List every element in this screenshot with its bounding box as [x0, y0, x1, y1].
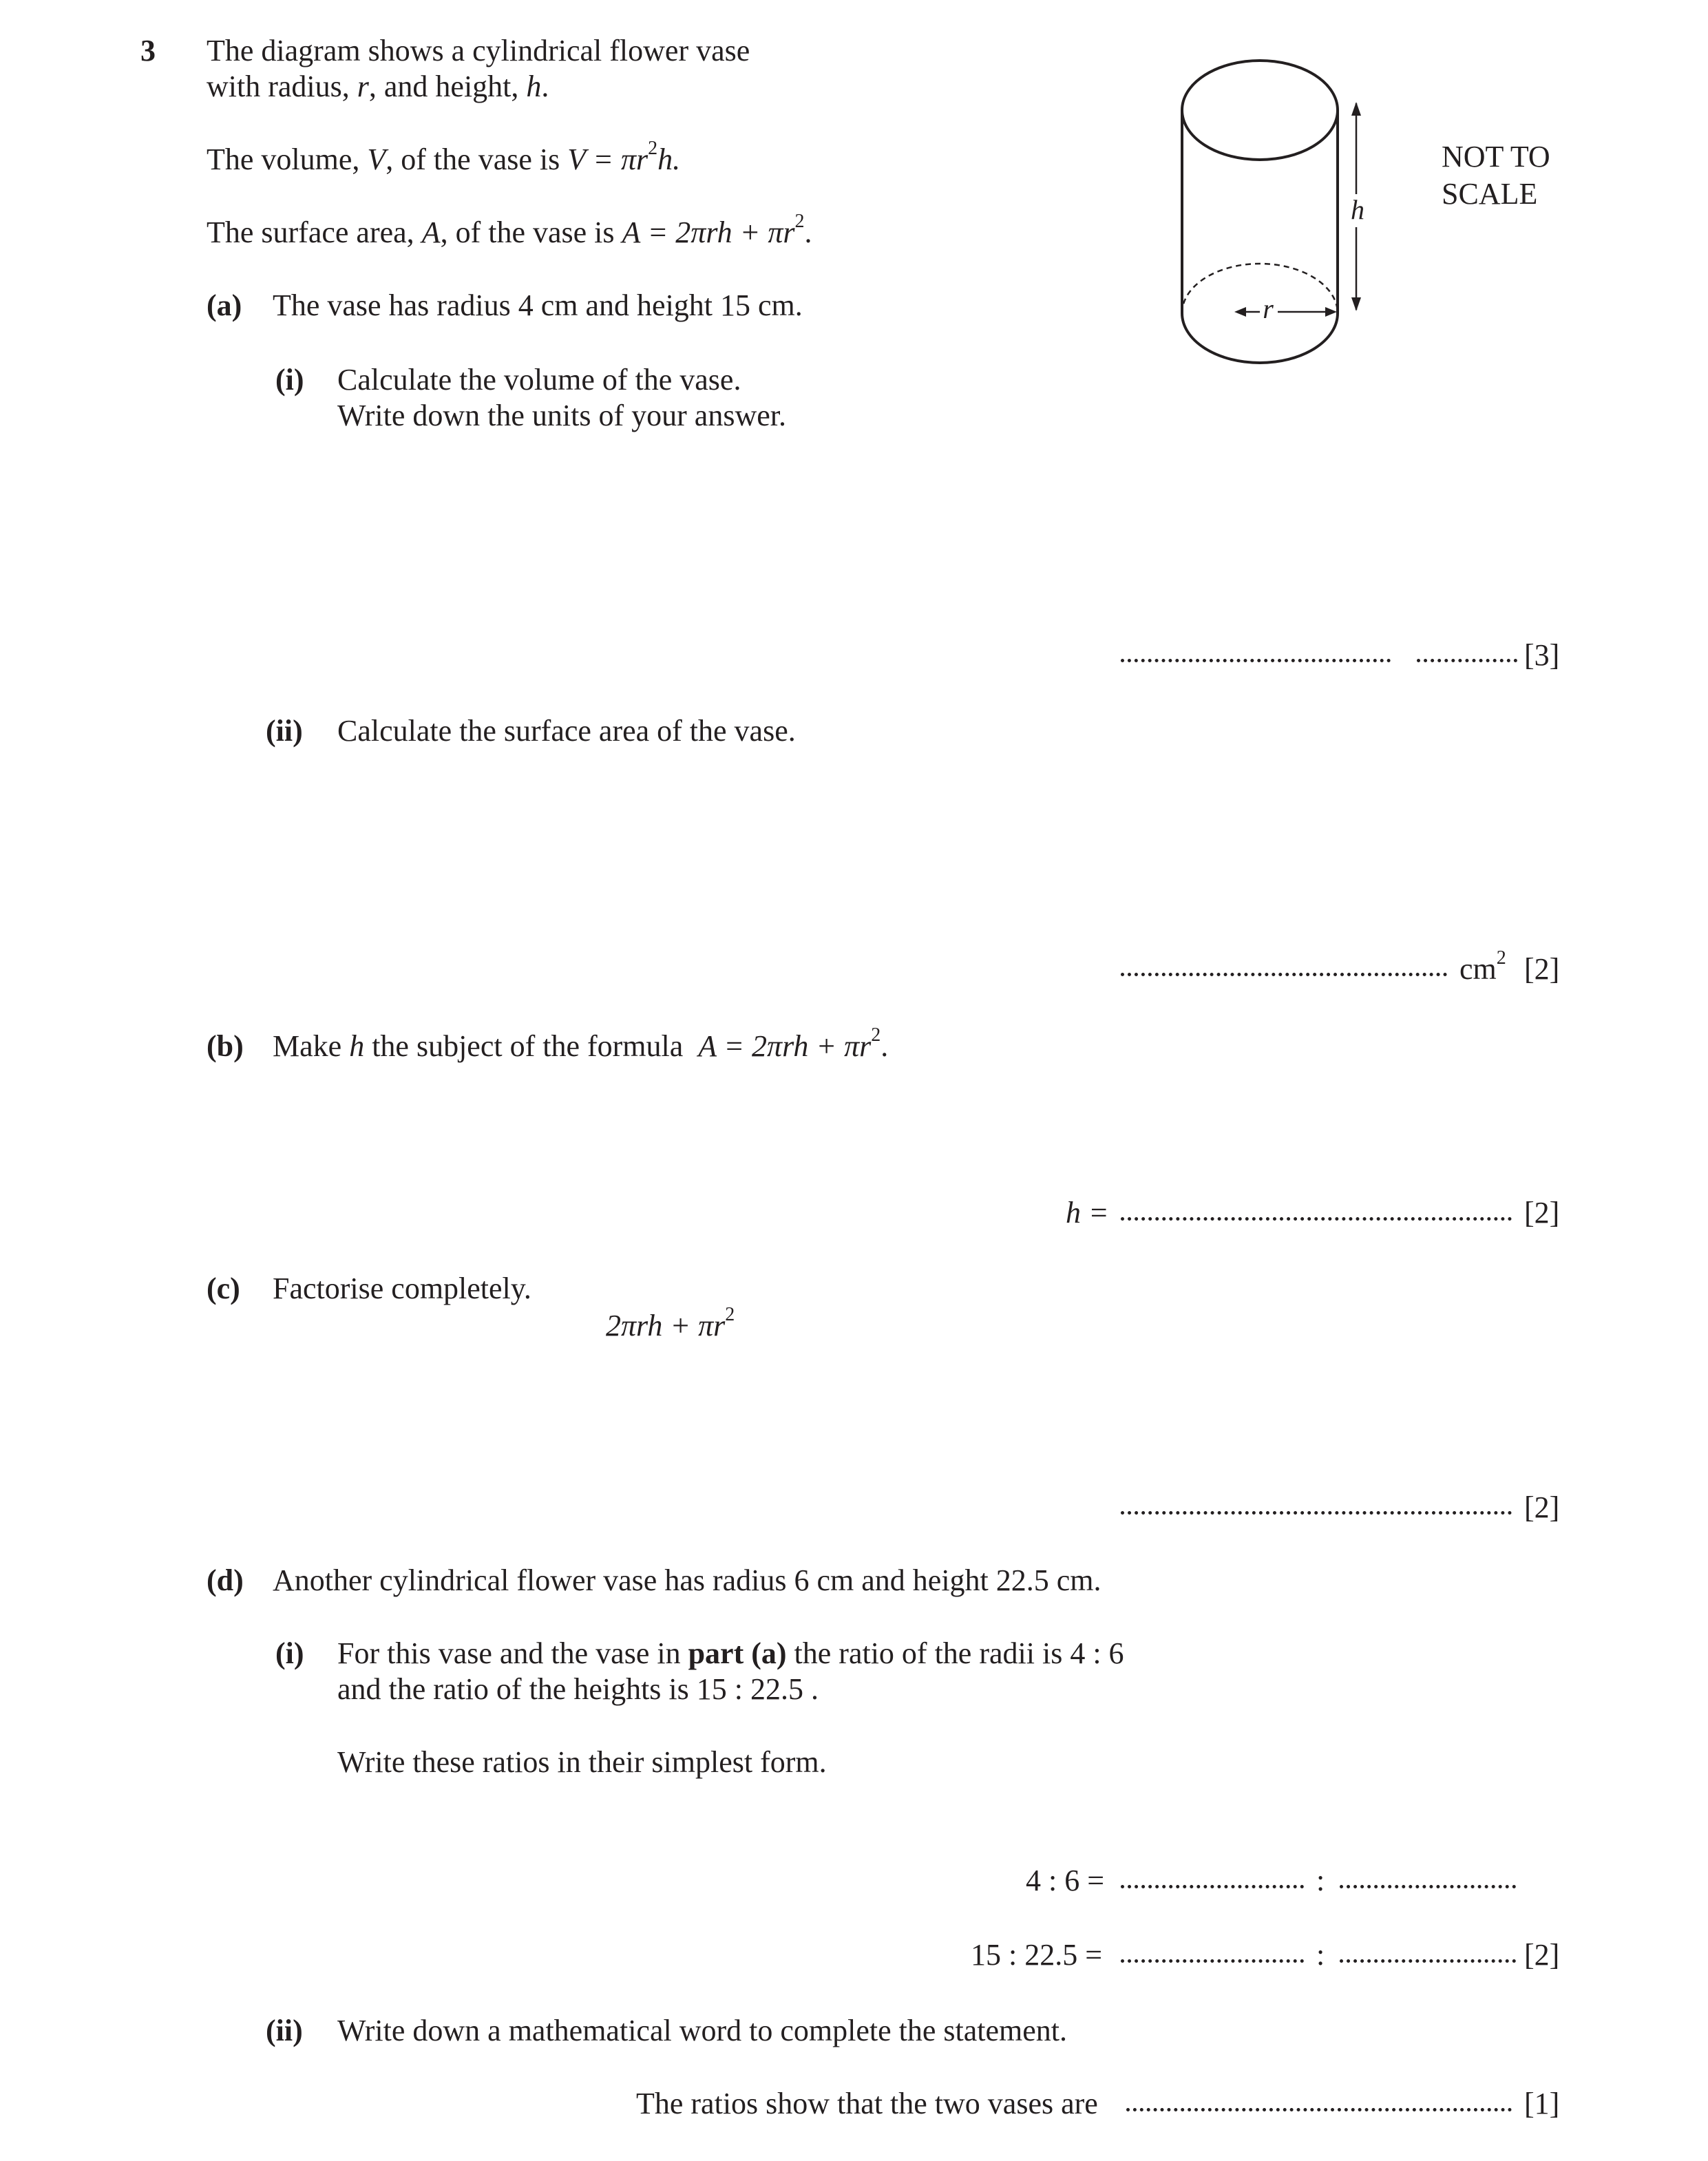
part-c-label: (c): [207, 1272, 240, 1305]
part-d-i-label: (i): [275, 1636, 304, 1670]
marks-d-ii: [1]: [1524, 2087, 1560, 2120]
part-a-ii-label: (ii): [266, 714, 303, 748]
answer-line-ratio-2-right[interactable]: [1340, 1959, 1516, 1963]
part-a-label: (a): [207, 288, 242, 322]
answer-line-ratio-1-right[interactable]: [1340, 1885, 1516, 1888]
part-d-ii-statement: The ratios show that the two vases are: [636, 2087, 1098, 2120]
answer-line-c[interactable]: [1121, 1511, 1512, 1515]
height-arrowhead-top: [1351, 102, 1361, 116]
part-b-text: Make h the subject of the formula $A = 2\pi rh + \pi r^2$.: [273, 1024, 889, 1063]
height-arrowhead-bottom: [1351, 297, 1361, 311]
part-b-formula: A = 2πrh + πr: [698, 1029, 872, 1063]
part-d-text: Another cylindrical flower vase has radius 6 cm and height 22.5 cm.: [273, 1563, 1101, 1597]
area-statement: The surface area, A, of the vase is $A = 2\pi rh + \pi r^2$.: [207, 211, 812, 249]
intro-line-1: The diagram shows a cylindrical flower vase: [207, 34, 750, 67]
intro-line-2: with radius, r, and height, h.: [207, 70, 549, 103]
cylinder-top-ellipse: [1182, 61, 1338, 160]
part-d-i-line-2: and the ratio of the heights is 15 : 22.5 .: [337, 1672, 819, 1706]
part-d-ii-label: (ii): [266, 2014, 303, 2047]
cylinder-bottom-back-dashed: [1182, 264, 1338, 313]
ratio-2-prefix: 15 : 22.5 =: [971, 1938, 1103, 1972]
ratio-1-colon: :: [1316, 1864, 1325, 1897]
volume-statement: The volume, V, of the vase is $V = \pi r^2h$.: [207, 138, 681, 176]
part-a-i-label: (i): [275, 363, 304, 397]
height-label: h: [1351, 194, 1364, 225]
answer-line-a-i-value[interactable]: [1121, 659, 1391, 662]
part-d-i-line-1: For this vase and the vase in part (a) the ratio of the radii is 4 : 6: [337, 1636, 1124, 1670]
part-a-i-line-2: Write down the units of your answer.: [337, 399, 786, 432]
marks-a-i: [3]: [1524, 638, 1560, 672]
question-number: 3: [140, 34, 156, 67]
radius-arrowhead-left: [1234, 307, 1246, 317]
volume-formula: V = πr: [567, 143, 649, 176]
answer-line-a-i-units[interactable]: [1417, 659, 1517, 662]
part-d-label: (d): [207, 1563, 244, 1597]
part-d-ii-text: Write down a mathematical word to complete the statement.: [337, 2014, 1067, 2047]
part-a-text: The vase has radius 4 cm and height 15 cm.: [273, 288, 803, 322]
answer-line-b[interactable]: [1121, 1217, 1512, 1221]
radius-arrowhead-right: [1325, 307, 1337, 317]
marks-b: [2]: [1524, 1196, 1560, 1230]
ratio-2-colon: :: [1316, 1938, 1325, 1972]
cylinder-diagram: [1143, 41, 1377, 386]
area-formula: A = 2πrh + πr: [622, 215, 795, 249]
ratio-1-prefix: 4 : 6 =: [1026, 1864, 1105, 1897]
answer-line-a-ii[interactable]: [1121, 973, 1447, 976]
radius-label: r: [1263, 293, 1274, 324]
cylinder-bottom-front: [1182, 313, 1338, 363]
part-a-ii-text: Calculate the surface area of the vase.: [337, 714, 796, 748]
not-to-scale-line-2: SCALE: [1442, 177, 1538, 211]
answer-line-ratio-1-left[interactable]: [1121, 1885, 1304, 1888]
marks-a-ii: [2]: [1524, 952, 1560, 986]
part-c-text: Factorise completely.: [273, 1272, 531, 1305]
marks-d-i: [2]: [1524, 1938, 1560, 1972]
part-b-answer-prefix: h =: [1066, 1196, 1109, 1230]
part-d-i-line-3: Write these ratios in their simplest form.: [337, 1745, 827, 1779]
answer-line-ratio-2-left[interactable]: [1121, 1959, 1304, 1963]
part-c-expression: $2\pi rh + \pi r^2$: [606, 1304, 735, 1342]
marks-c: [2]: [1524, 1490, 1560, 1524]
not-to-scale-line-1: NOT TO: [1442, 140, 1550, 173]
unit-a-ii: $cm^2$: [1459, 947, 1506, 986]
answer-line-d-ii[interactable]: [1126, 2108, 1512, 2111]
part-a-i-line-1: Calculate the volume of the vase.: [337, 363, 741, 397]
part-b-label: (b): [207, 1029, 244, 1063]
